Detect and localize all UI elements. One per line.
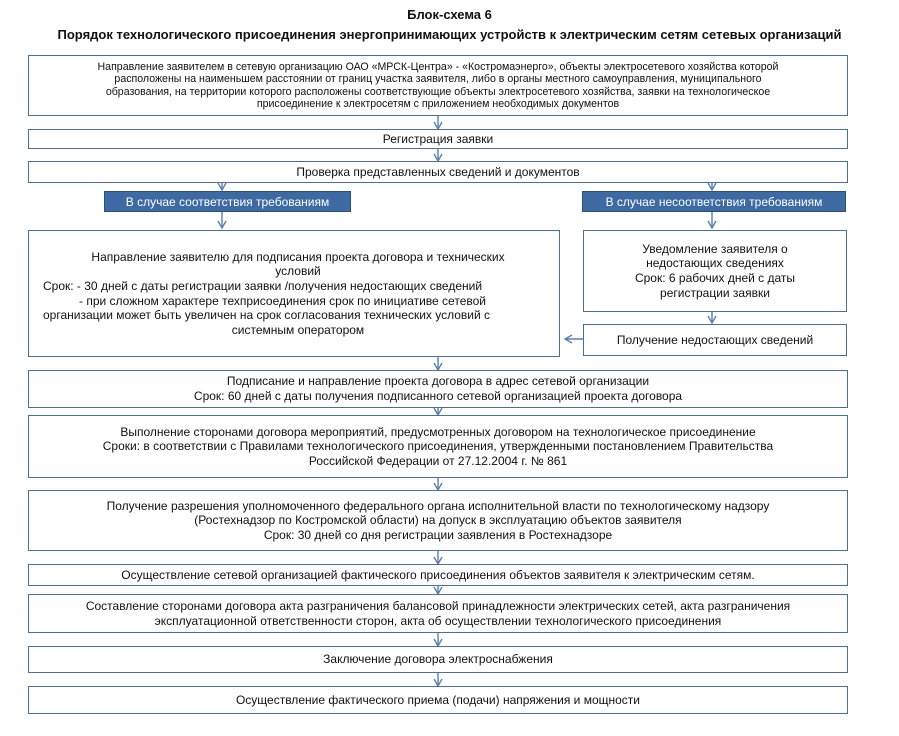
acts-box: Составление сторонами договора акта разграничения балансовой принадлежности электрических сетей, акта разграничения эксплуатационной ответственности сторон, акта об осуществлении технологического присоединения	[28, 594, 848, 633]
check-box: Проверка представленных сведений и документов	[28, 161, 848, 183]
notify-box: Уведомление заявителя о недостающих сведениях Срок: 6 рабочих дней с даты регистрации заявки	[583, 230, 847, 312]
actual-connection-box: Осуществление сетевой организацией фактического присоединения объектов заявителя к электрическим сетям.	[28, 564, 848, 586]
permit-box: Получение разрешения уполномоченного федерального органа исполнительной власти по технологическому надзору (Ростехнадзор по Костромской области) на допуск в эксплуатацию объектов заявителя Срок: 30 дней со дня регистрации заявления в Ростехнадзоре	[28, 490, 848, 551]
missing-info-box: Получение недостающих сведений	[583, 324, 847, 356]
diagram-number: Блок-схема 6	[407, 7, 492, 22]
diagram-title: Порядок технологического присоединения энергопринимающих устройств к электрическим сетям сетевых организаций	[57, 27, 842, 42]
voltage-box: Осуществление фактического приема (подачи) напряжения и мощности	[28, 686, 848, 714]
condition-fail-label: В случае несоответствия требованиям	[582, 191, 846, 212]
condition-ok-label: В случае соответствия требованиям	[104, 191, 351, 212]
registration-box: Регистрация заявки	[28, 129, 848, 149]
supply-contract-box: Заключение договора электроснабжения	[28, 646, 848, 673]
execution-box: Выполнение сторонами договора мероприятий, предусмотренных договором на технологическое присоединение Сроки: в соответствии с Правилами технологического присоединения, утвержденными постановлением Правительства Российской Федерации от 27.12.2004 г. № 861	[28, 415, 848, 478]
contract-send-box: Направление заявителю для подписания проекта договора и технических условий Срок: - 30 дней с даты регистрации заявки /получения недостающих сведений - при сложном характере техприсоединения срок по инициативе сетевой организации может быть увеличен на срок согласования технических условий с системным оператором	[28, 230, 560, 357]
signing-box: Подписание и направление проекта договора в адрес сетевой организации Срок: 60 дней с даты получения подписанного сетевой организацией проекта договора	[28, 370, 848, 408]
application-box: Направление заявителем в сетевую организацию ОАО «МРСК-Центра» - «Костромаэнерго», объекты электросетевого хозяйства которой расположены на наименьшем расстоянии от границ участка заявителя, либо в органы местного самоуправления, муниципального образования, на территории которого расположены соответствующие объекты электросетевого хозяйства, заявки на технологическое присоединение к электросетям с приложением необходимых документов	[28, 55, 848, 116]
